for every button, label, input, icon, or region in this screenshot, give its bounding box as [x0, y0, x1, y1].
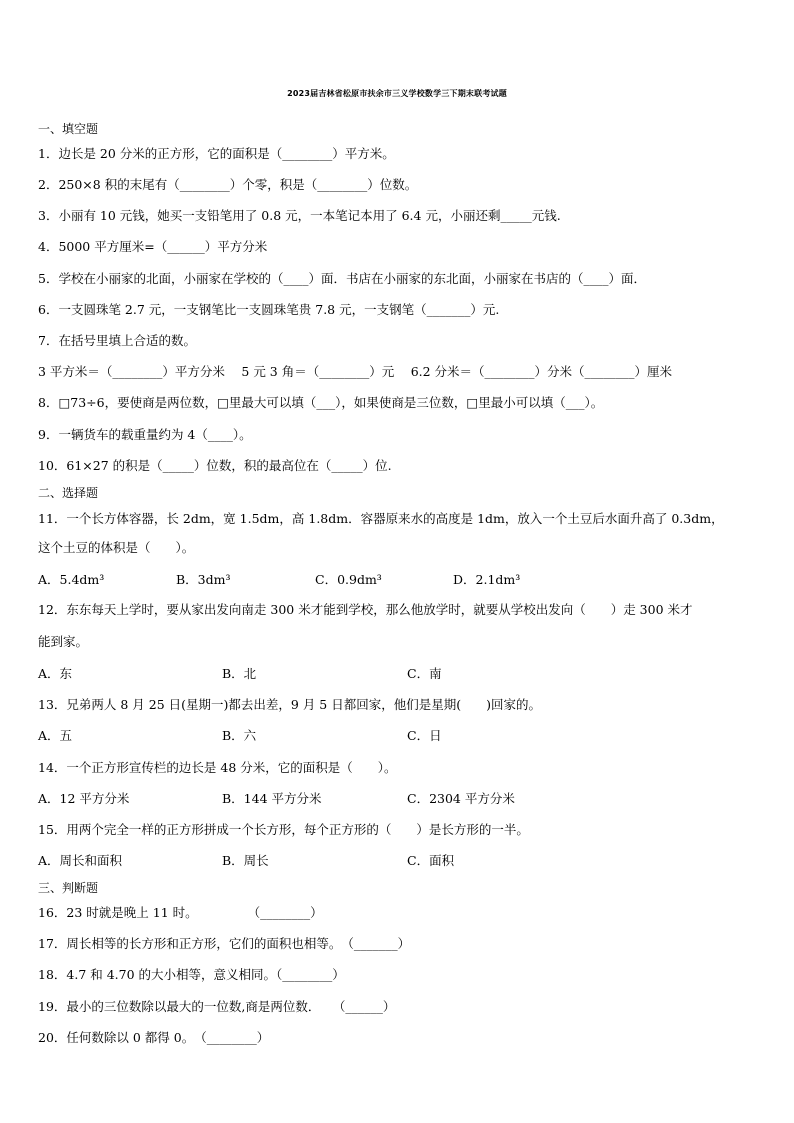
question-11-option-a: A．5.4dm³	[38, 572, 105, 587]
question-14-option-b: B．144 平方分米	[222, 791, 322, 806]
question-15-option-a: A．周长和面积	[38, 853, 123, 868]
question-11-line-2: 这个土豆的体积是（ ）。	[38, 540, 195, 555]
question-13: 13．兄弟两人 8 月 25 日(星期一)都去出差，9 月 5 日都回家，他们是星期( )回家的。	[38, 697, 541, 712]
question-12-option-a: A．东	[38, 666, 73, 681]
section-fill-in: 一、填空题	[38, 122, 99, 136]
question-11-line-1: 11．一个长方体容器，长 2dm，宽 1.5dm，高 1.8dm．容器原来水的高度是 1dm，放入一个土豆后水面升高了 0.3dm，	[38, 511, 724, 526]
question-2: 2．250×8 积的末尾有（________）个零，积是（________）位数。	[38, 177, 418, 192]
question-5: 5．学校在小丽家的北面，小丽家在学校的（____）面．书店在小丽家的东北面，小丽家在书店的（____）面．	[38, 271, 646, 286]
question-15-option-b: B．周长	[222, 853, 269, 868]
question-7-sub: 3 平方米＝（________）平方分米 5 元 3 角＝（________）元 6.2 分米＝（________）分米（________）厘米	[38, 364, 673, 379]
question-13-option-c: C．日	[407, 728, 442, 743]
question-13-option-a: A．五	[38, 728, 73, 743]
question-14: 14．一个正方形宣传栏的边长是 48 分米，它的面积是（ ）。	[38, 760, 397, 775]
question-1: 1．边长是 20 分米的正方形，它的面积是（________）平方米。	[38, 146, 395, 161]
section-multiple-choice: 二、选择题	[38, 486, 99, 500]
question-20: 20．任何数除以 0 都得 0。 （________）	[38, 1030, 270, 1045]
question-3: 3．小丽有 10 元钱，她买一支铅笔用了 0.8 元，一本笔记本用了 6.4 元，小丽还剩_____元钱.	[38, 208, 561, 223]
question-6: 6．一支圆珠笔 2.7 元，一支钢笔比一支圆珠笔贵 7.8 元，一支钢笔（_______）元.	[38, 302, 500, 317]
question-11-option-b: B．3dm³	[176, 572, 231, 587]
question-11-option-c: C．0.9dm³	[315, 572, 382, 587]
question-10: 10．61×27 的积是（_____）位数，积的最高位在（_____）位.	[38, 458, 392, 473]
question-11-option-d: D．2.1dm³	[453, 572, 521, 587]
question-14-option-a: A．12 平方分米	[38, 791, 130, 806]
question-9: 9．一辆货车的载重量约为 4（____）。	[38, 427, 252, 442]
question-15: 15．用两个完全一样的正方形拼成一个长方形，每个正方形的（ ）是长方形的一半。	[38, 822, 529, 837]
question-16: 16．23 时就是晚上 11 时。 （________）	[38, 905, 323, 920]
question-12-option-b: B．北	[222, 666, 257, 681]
question-7: 7．在括号里填上合适的数。	[38, 333, 196, 348]
question-12-line-2: 能到家。	[38, 634, 89, 649]
question-14-option-c: C．2304 平方分米	[407, 791, 515, 806]
question-13-option-b: B．六	[222, 728, 257, 743]
section-true-false: 三、判断题	[38, 881, 99, 895]
question-12-line-1: 12．东东每天上学时，要从家出发向南走 300 米才能到学校，那么他放学时，就要从学校出发向（ ）走 300 米才	[38, 602, 693, 617]
question-12-option-c: C．南	[407, 666, 442, 681]
question-19: 19．最小的三位数除以最大的一位数,商是两位数． （______）	[38, 999, 396, 1014]
question-8: 8．□73÷6，要使商是两位数，□里最大可以填（___），如果使商是三位数，□里最小可以填（___）。	[38, 395, 604, 410]
question-4: 4．5000 平方厘米=（______）平方分米	[38, 239, 268, 254]
question-15-option-c: C．面积	[407, 853, 455, 868]
question-18: 18．4.7 和 4.70 的大小相等，意义相同。（________）	[38, 967, 345, 982]
page-title: 2023届吉林省松原市扶余市三义学校数学三下期末联考试题	[287, 89, 507, 98]
question-17: 17．周长相等的长方形和正方形，它们的面积也相等。 （_______）	[38, 936, 411, 951]
